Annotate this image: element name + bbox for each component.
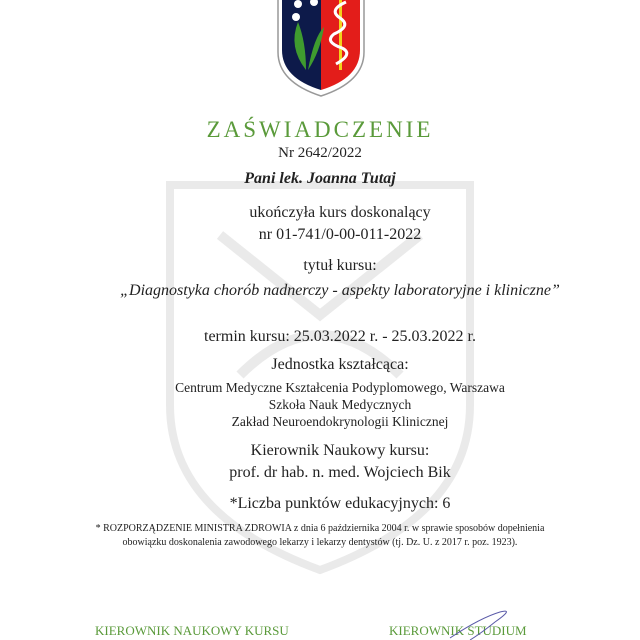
education-points: *Liczba punktów edukacyjnych: 6 [229,495,451,512]
footnote-line: obowiązku doskonalenia zawodowego lekarzy i lekarzy dentystów (tj. Dz. U. z 2017 r. poz. 1923). [122,537,518,548]
recipient-name: Pani lek. Joanna Tutaj [244,170,396,187]
course-term: termin kursu: 25.03.2022 r. - 25.03.2022 r. [204,328,476,345]
course-title-label: tytuł kursu: [303,257,377,274]
unit-line: Szkoła Nauk Medycznych [268,397,412,412]
head-name: prof. dr hab. n. med. Wojciech Bik [229,464,451,481]
medical-shield-logo [276,0,366,98]
course-title: „Diagnostyka chorób nadnerczy - aspekty laboratoryjne i kliniczne” [120,282,560,299]
course-number: nr 01-741/0-00-011-2022 [258,226,422,243]
unit-line: Centrum Medyczne Kształcenia Podyplomowego, Warszawa [175,380,505,395]
unit-line: Zakład Neuroendokrynologii Klinicznej [231,414,449,429]
signature-label-study-head: KIEROWNIK STUDIUM [389,623,527,638]
unit-label: Jednostka kształcąca: [271,356,409,373]
certificate-title: ZAŚWIADCZENIE [206,117,434,142]
signature-label-course-head: KIEROWNIK NAUKOWY KURSU [95,623,289,638]
footnote-line: * ROZPORZĄDZENIE MINISTRA ZDROWIA z dnia 6 października 2004 r. w sprawie sposobów dopełnienia [95,523,545,534]
certificate-number: Nr 2642/2022 [278,145,362,161]
handwritten-signature [440,608,520,640]
head-label: Kierownik Naukowy kursu: [250,442,430,459]
completed-text: ukończyła kurs doskonalący [249,204,431,221]
